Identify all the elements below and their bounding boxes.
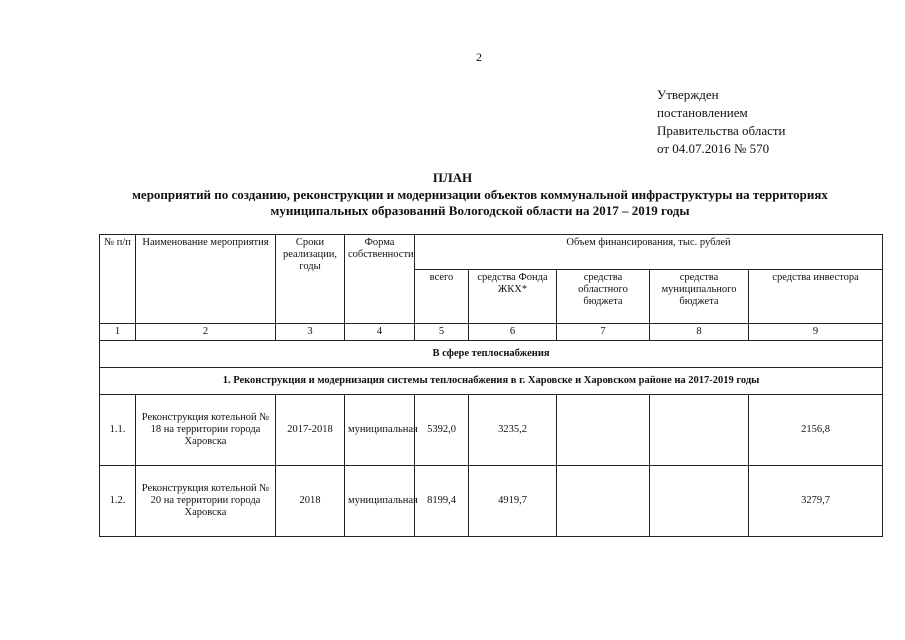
section-row [100, 341, 883, 368]
header-terms: Сроки реализации, годы [276, 235, 345, 324]
cell-fund: 3235,2 [469, 395, 557, 466]
cell-investor: 2156,8 [749, 395, 883, 466]
cell-municipal [650, 466, 749, 537]
cell-form: муниципальная [345, 395, 415, 466]
table-row [100, 466, 883, 537]
cell-regional [557, 466, 650, 537]
cell-name: Реконструкция котельной № 20 на территории города Харовска [136, 466, 276, 537]
column-number-row [100, 324, 883, 341]
subsection-heading: 1. Реконструкция и модернизация системы теплоснабжения в г. Харовске и Харовском районе на 2017-2019 годы [100, 368, 883, 395]
approval-line: Правительства области [657, 123, 786, 138]
cell-investor: 3279,7 [749, 466, 883, 537]
cell-fund: 4919,7 [469, 466, 557, 537]
header-total: всего [415, 270, 469, 324]
page-number: 2 [476, 50, 482, 64]
approval-line: Утвержден [657, 87, 719, 102]
cell-regional [557, 395, 650, 466]
header-name: Наименование мероприятия [136, 235, 276, 324]
header-funding: Объем финансирования, тыс. рублей [415, 235, 883, 270]
approval-line: постановлением [657, 105, 748, 120]
column-number: 7 [557, 324, 650, 341]
column-number: 9 [749, 324, 883, 341]
header-num: № п/п [100, 235, 136, 324]
column-number: 6 [469, 324, 557, 341]
subsection-row [100, 368, 883, 395]
header-regional: средства областного бюджета [557, 270, 650, 324]
approval-line: от 04.07.2016 № 570 [657, 141, 770, 156]
column-number: 2 [136, 324, 276, 341]
header-form: Форма собственности [345, 235, 415, 324]
header-fund: средства Фонда ЖКХ* [469, 270, 557, 324]
column-number: 5 [415, 324, 469, 341]
header-investor: средства инвестора [749, 270, 883, 324]
cell-num: 1.2. [100, 466, 136, 537]
cell-municipal [650, 395, 749, 466]
cell-num: 1.1. [100, 395, 136, 466]
plan-table [99, 234, 883, 537]
column-number: 4 [345, 324, 415, 341]
column-number: 1 [100, 324, 136, 341]
document-title: ПЛАН [432, 170, 473, 185]
header-row [100, 235, 883, 270]
column-number: 8 [650, 324, 749, 341]
cell-terms: 2018 [276, 466, 345, 537]
cell-total: 8199,4 [415, 466, 469, 537]
document-subtitle: мероприятий по созданию, реконструкции и модернизации объектов коммунальной инфраструктуры на территориях муниципальных образований Вологодской области на 2017 – 2019 годы [132, 187, 828, 218]
header-municipal: средства муниципального бюджета [650, 270, 749, 324]
approval-block [657, 86, 786, 158]
column-number: 3 [276, 324, 345, 341]
section-heading: В сфере теплоснабжения [100, 341, 883, 368]
cell-name: Реконструкция котельной № 18 на территории города Харовска [136, 395, 276, 466]
cell-total: 5392,0 [415, 395, 469, 466]
cell-form: муниципальная [345, 466, 415, 537]
table-row [100, 395, 883, 466]
cell-terms: 2017-2018 [276, 395, 345, 466]
